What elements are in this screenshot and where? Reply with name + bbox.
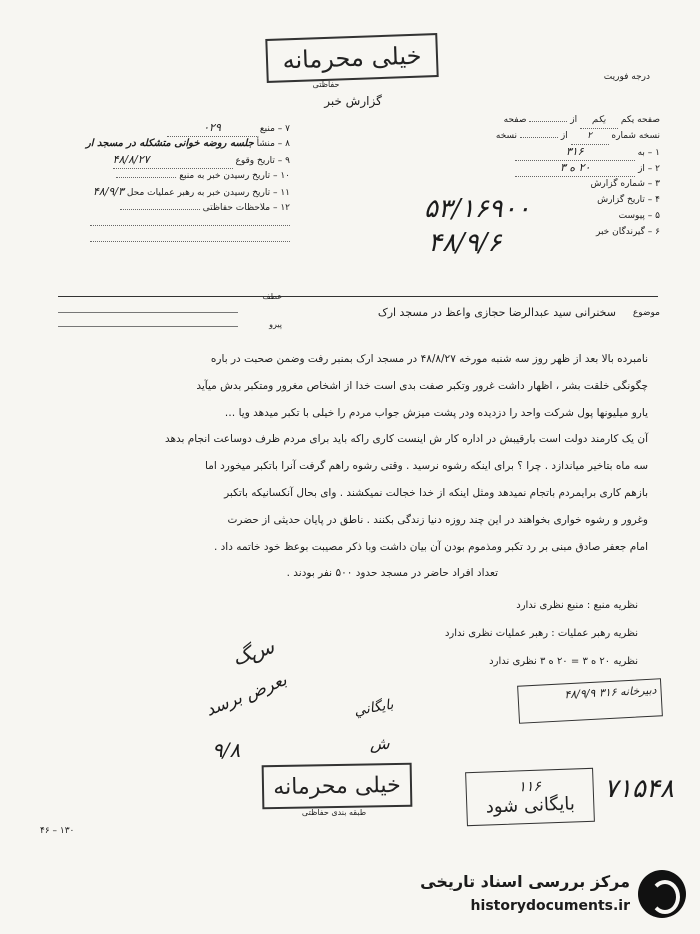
body-line: آن یک کارمند دولت است بارقیبش در اداره کار ش اینست کاری راکه باید برای مردم ظرف دوساعت انجام بدهد — [164, 433, 648, 446]
priority-label: درجه فوریت — [603, 72, 650, 82]
receipt-stamp: دبیرخانه ۳۱۶ ۴۸/۹/۹ — [517, 678, 663, 723]
handwritten-note: بعرض برسد — [202, 670, 290, 721]
report-title: گزارش خبر — [324, 94, 382, 108]
handwritten-signature-1: ﺱﮓ — [229, 634, 278, 670]
subject-label: موضوع — [632, 308, 660, 318]
field-page: صفحه یکم یکم از صفحه — [420, 112, 660, 128]
body-line: نامبرده بالا بعد از ظهر روز سه شنبه مورخه ۴۸/۸/۲۷ در مسجد ارک بمنبر رفت وضمن صحبت در باره — [210, 353, 648, 365]
field-received-by-leader: ۱۱ – تاریخ رسیدن خبر به رهبر عملیات محل ۴۸/۹/۳ — [92, 185, 290, 198]
brand-title: مرکز بررسی اسناد تاریخی — [420, 872, 630, 891]
reference-label: عطف — [262, 292, 282, 301]
brand-url: historydocuments.ir — [470, 898, 630, 914]
field-source: ۷ – منبع ۰۲۹ — [28, 120, 290, 136]
report-number-handwritten: ۵۳/۱۶۹۰۰ — [424, 194, 531, 224]
follow-up-label: پیرو — [269, 320, 282, 329]
body-line: وغرور و رشوه خواری بخواهند در این چند روزه دنیا زندگی بکنند . ناطق در پایان حدیثی از حضرت — [227, 513, 648, 526]
handwritten-signature-2: ﺑﺎﻳﮕﺎﻧﻲ — [352, 696, 395, 720]
follow-up-line — [58, 326, 238, 327]
left-fields — [28, 120, 290, 248]
subject-text: سخنرانی سید عبدالرضا حجازی واعظ در مسجد ارک — [377, 306, 616, 319]
body-line: یارو میلیونها پول شرکت واحد را دزدیده ودر پشت میزش جواب مردم را خیلی با تکبر میدهد ویا … — [224, 406, 648, 419]
field-to: ۱ – به ۳۱۶ — [420, 144, 660, 160]
brand-emblem-icon — [638, 870, 686, 918]
bottom-secret-stamp: خیلی محرمانه — [262, 763, 413, 810]
field-occurrence-date: ۹ – تاریخ وقوع ۴۸/۸/۲۷ — [28, 152, 290, 168]
report-body — [58, 346, 648, 587]
top-stamp-text: خیلی محرمانه — [282, 41, 422, 75]
field-report-date: ۴ – تاریخ گزارش — [597, 195, 660, 205]
body-line: چگونگی خلقت بشر ، اظهار داشت غرور وتکبر صفت بدی است خدا از اشخاص مغرور ومتکبر بدش میآید — [196, 379, 648, 392]
operations-leader-opinion: نظریه رهبر عملیات : رهبر عملیات نظری ندارد — [444, 628, 638, 639]
brand-logo — [418, 864, 688, 930]
body-line: تعداد افراد حاضر در مسجد حدود ۵۰۰ نفر بودند . — [286, 567, 498, 580]
report-date-handwritten: ۴۸/۹/۶ — [428, 228, 502, 258]
field-origin: ۸ – منشأ جلسه روضه خوانی متشکله در مسجد ار — [85, 138, 290, 149]
field-recipients: ۶ – گیرندگان خبر — [595, 227, 660, 237]
body-line: امام جعفر صادق مبنی بر رد تکبر ومذموم بودن آن بیان داشت وبا ذکر مصیبت بوعظ خود خاتمه داد . — [213, 540, 648, 553]
form-code: ۴۶ – ۱۳۰ — [40, 826, 75, 836]
margin-number: ۷۱۵۴۸ — [604, 774, 674, 804]
source-opinion: نظریه منبع : منبع نظری ندارد — [516, 600, 638, 611]
body-line: سه ماه بتاخیر میاندازد . چرا ؟ برای اینکه رشوه نرسید . وقتی رشوه راهم گرفت آنرا باتکبر میخورد اما — [205, 460, 648, 473]
field-copy: نسخه شماره ۲ از نسخه — [420, 128, 660, 144]
field-security-notes: ۱۲ – ملاحظات حفاظتی — [28, 200, 290, 216]
handwritten-signature-3: ﺵ — [370, 734, 390, 753]
reference-line — [58, 312, 238, 313]
classification-label: طبقه بندی حفاظتی — [301, 808, 367, 817]
field-report-number: ۳ – شماره گزارش — [590, 179, 660, 189]
field-from: ۲ – از ۲۰ ه ۳ — [420, 160, 660, 176]
body-line: بازهم کاری برایمردم باتجام نمیدهد ومثل اینکه از خدا خجالت نمیکشند . وای بحال آنکسانیکه باتکبر — [224, 486, 648, 499]
field-received-by-source: ۱۰ – تاریخ رسیدن خبر به منبع — [28, 168, 290, 184]
handwritten-date: ۹/۸ — [212, 738, 241, 762]
security-classification-label: حفاظتی — [312, 80, 340, 89]
top-secret-stamp — [265, 33, 438, 83]
unit-opinion: نظریه ۲۰ ه ۳ = ۲۰ ه ۳ نظری ندارد — [489, 656, 638, 667]
field-attachment: ۵ – پیوست — [618, 211, 660, 221]
archive-stamp: ۱۱۶ بایگانی شود — [465, 768, 595, 826]
header-divider — [58, 296, 658, 297]
